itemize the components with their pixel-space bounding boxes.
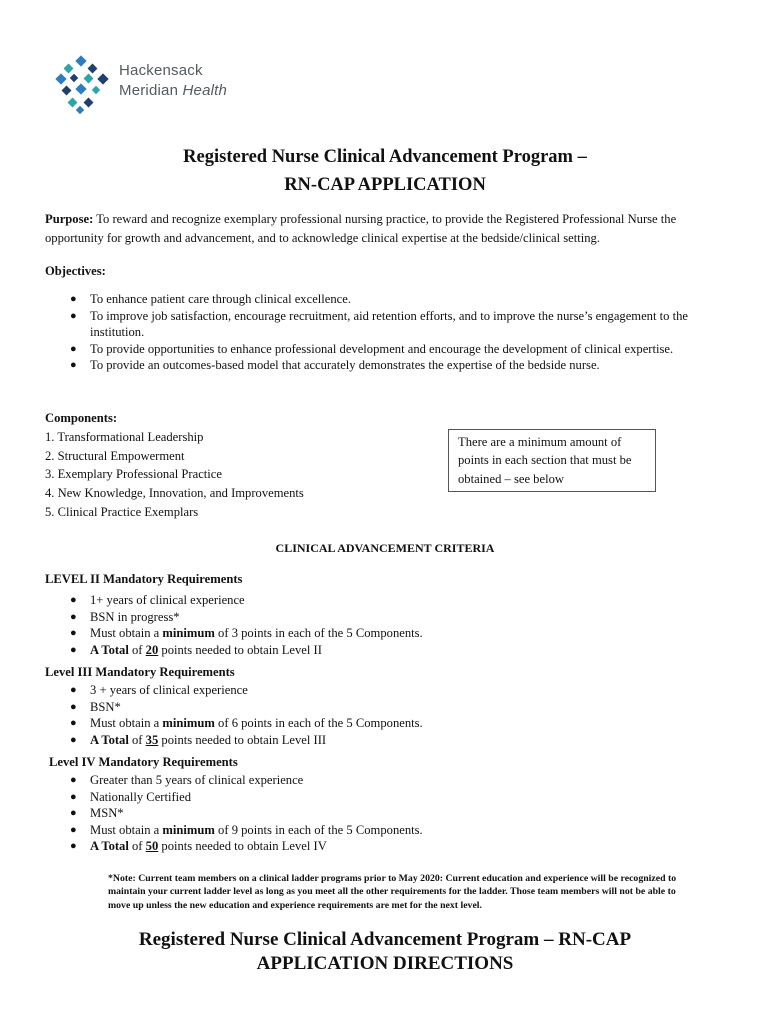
purpose-paragraph (45, 210, 735, 248)
purpose-label: Purpose: (45, 212, 94, 226)
list-item: ● A Total of 50 points needed to obtain Level IV (70, 839, 327, 854)
list-item: ● Must obtain a minimum of 9 points in each of the 5 Components. (70, 822, 423, 837)
list-item: ● To enhance patient care through clinical excellence. (70, 292, 352, 306)
page-title: Registered Nurse Clinical Advancement Program – RN-CAP APPLICATION (183, 147, 587, 195)
list-item: ● Must obtain a minimum of 6 points in each of the 5 Components. (70, 716, 423, 731)
list-item: ● 3 + years of clinical experience (70, 683, 248, 697)
list-item: ● BSN in progress* (70, 609, 180, 624)
list-item: ● A Total of 35 points needed to obtain Level III (70, 732, 327, 747)
logo-mark-icon (55, 55, 111, 115)
component-item: 3. Exemplary Professional Practice (45, 467, 222, 482)
level-2-list (45, 592, 735, 658)
list-item: ● 1+ years of clinical experience (70, 593, 245, 607)
component-item: 1. Transformational Leadership (45, 429, 204, 444)
logo (55, 55, 255, 115)
component-item: 4. New Knowledge, Innovation, and Improvements (45, 486, 304, 501)
list-item: ● BSN* (70, 699, 121, 714)
level-2-heading: LEVEL II Mandatory Requirements (45, 572, 243, 586)
level-3-list (45, 682, 735, 748)
component-item: 2. Structural Empowerment (45, 448, 185, 463)
list-item: ● Greater than 5 years of clinical experience (70, 773, 304, 787)
list-item: ● Must obtain a minimum of 3 points in each of the 5 Components. (70, 626, 423, 641)
purpose-text: To reward and recognize exemplary professional nursing practice, to provide the Registered Professional Nurse the opportunity for growth and advancement, and to acknowledge clinical expertise at the bedside/clinical setting. (45, 212, 677, 245)
directions-title: Registered Nurse Clinical Advancement Program – RN-CAP APPLICATION DIRECTIONS (138, 929, 632, 974)
list-item: ● Nationally Certified (70, 789, 192, 804)
components-section (45, 409, 304, 522)
level-4-heading: Level IV Mandatory Requirements (49, 755, 238, 769)
list-item: ● MSN* (70, 806, 124, 821)
list-item: ● To improve job satisfaction, encourage recruitment, aid retention efforts, and to improve the nurse’s engagement to the institution. (70, 308, 688, 340)
logo-line2: Meridian Health (119, 82, 228, 99)
list-item: ● To provide opportunities to enhance professional development and encourage the development of clinical expertise. (70, 341, 674, 356)
logo-line1: Hackensack (119, 62, 203, 79)
logo-text (119, 61, 227, 101)
objectives-label: Objectives: (45, 264, 106, 278)
component-item: 5. Clinical Practice Exemplars (45, 504, 199, 519)
level-4-list (45, 772, 735, 855)
transition-note: *Note: Current team members on a clinical ladder programs prior to May 2020: Current education and experience will be recognized to maintain your current ladder level as long as you meet all the other requirements for the ladder. Those team members will not be able to move up unless the new education and experience requirements are met for the next level. (108, 873, 677, 911)
minimum-points-note-box: There are a minimum amount of points in each section that must be obtained – see below (448, 429, 656, 492)
components-label: Components: (45, 411, 118, 425)
list-item: ● To provide an outcomes-based model that accurately demonstrates the expertise of the bedside nurse. (70, 358, 600, 373)
level-3-heading: Level III Mandatory Requirements (45, 665, 235, 679)
objectives-list (45, 291, 735, 374)
criteria-heading: CLINICAL ADVANCEMENT CRITERIA (275, 541, 495, 555)
list-item: ● A Total of 20 points needed to obtain Level II (70, 642, 322, 657)
